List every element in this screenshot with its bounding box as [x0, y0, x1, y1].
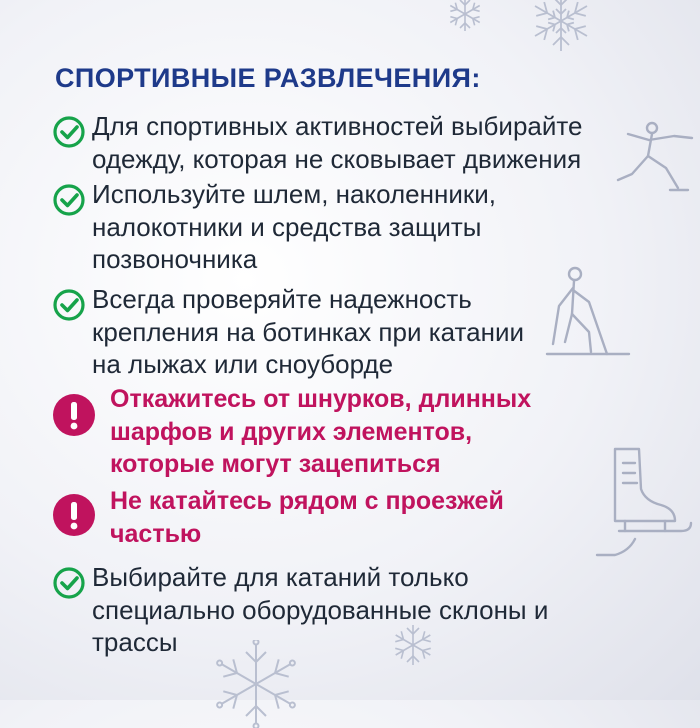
check-circle-icon [52, 288, 86, 322]
check-circle-icon [52, 115, 86, 149]
exclamation-circle-icon [52, 393, 96, 437]
list-item-text: Используйте шлем, наколенники, налокотники и средства защиты позвоночника [92, 179, 497, 274]
list-item-text: Откажитесь от шнурков, длинных шарфов и других элементов, которые могут зацепиться [110, 385, 532, 478]
check-circle-icon [52, 566, 86, 600]
page-title: СПОРТИВНЫЕ РАЗВЛЕЧЕНИЯ: [55, 63, 481, 93]
check-circle-icon [52, 183, 86, 217]
list-item-text: Для спортивных активностей выбирайте одежду, которая не сковывает движения [92, 111, 583, 174]
list-item-text: Всегда проверяйте надежность крепления на ботинках при катании на лыжах или сноуборде [92, 284, 525, 379]
list-item-text: Не катайтесь рядом с проезжей частью [110, 487, 504, 548]
exclamation-circle-icon [52, 493, 96, 537]
list-item-text: Выбирайте для катаний только специально оборудованные склоны и трассы [92, 562, 549, 657]
